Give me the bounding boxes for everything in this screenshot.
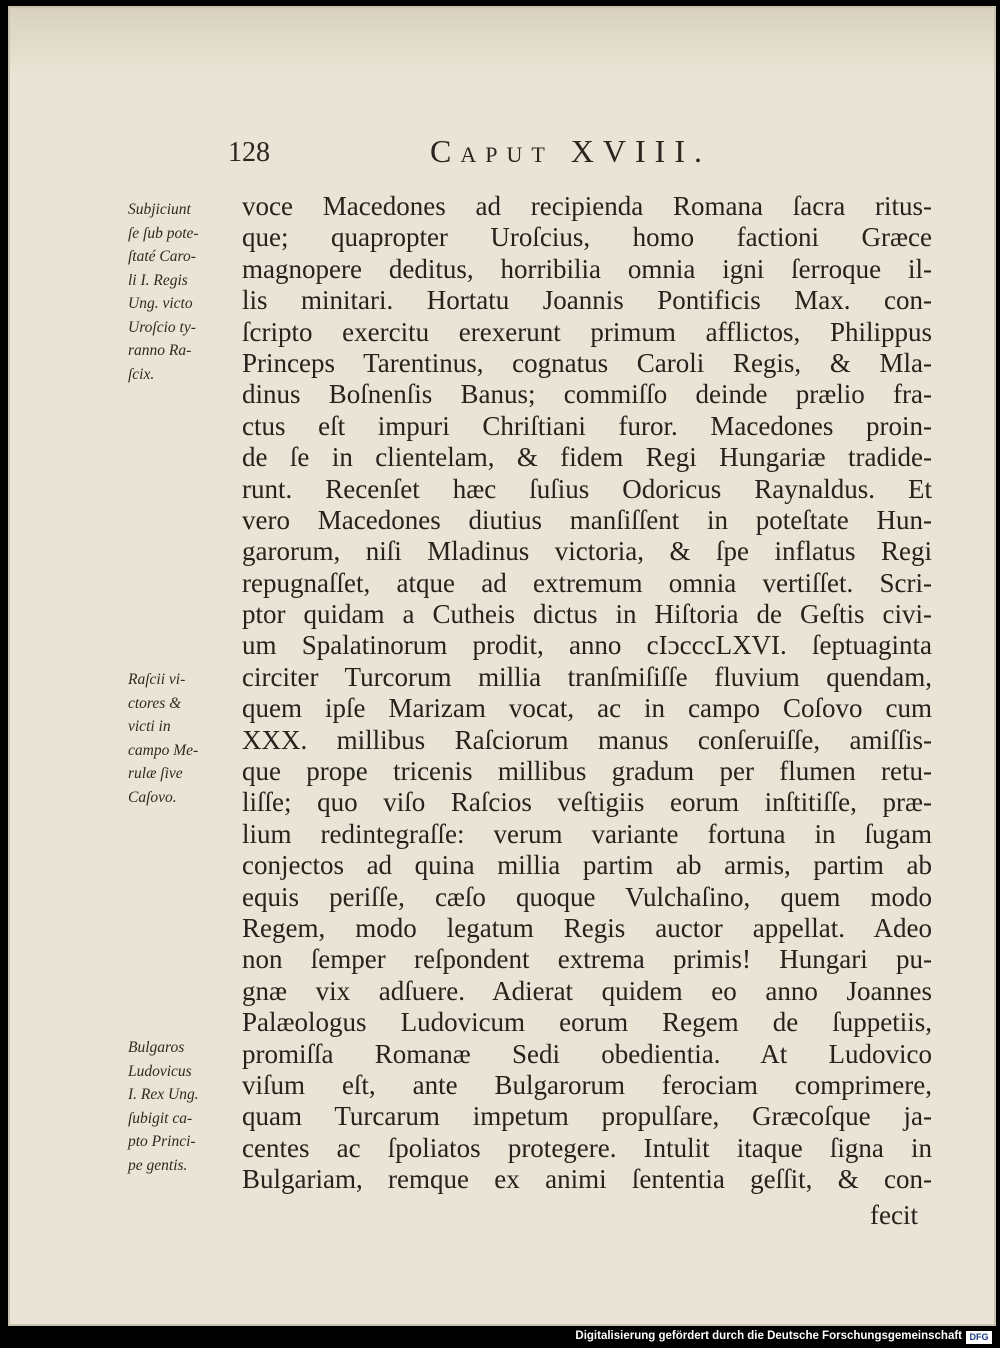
text-line: quam Turcarum impetum propulſare, Græcoſque ja- xyxy=(242,1101,932,1132)
text-line: ptor quidam a Cutheis dictus in Hiſtoria de Geſtis civi- xyxy=(242,599,932,630)
page-edge-shadow xyxy=(10,8,994,78)
margin-note-rascii: Raſcii vi- ctores & victi in campo Me- rulæ ſive Caſovo. xyxy=(128,671,199,806)
margin-note-bulgaros: Bulgaros Ludovicus I. Rex Ung. ſubigit ca- pto Princi- pe gentis. xyxy=(128,1039,199,1174)
catchword: fecit xyxy=(870,1200,918,1230)
page-header xyxy=(10,133,998,183)
text-line: viſum eſt, ante Bulgarorum ferociam comprimere, xyxy=(242,1069,932,1100)
text-line: voce Macedones ad recipienda Romana ſacra ritus- xyxy=(242,191,932,221)
text-line: quem ipſe Marizam vocat, ac in campo Coſovo cum xyxy=(242,693,932,724)
text-line: Bulgariam, remque ex animi ſententia geſſit, & con- xyxy=(242,1164,932,1195)
page-number: 128 xyxy=(228,137,270,168)
text-line: lis minitari. Hortatu Joannis Pontificis Max. con- xyxy=(242,285,932,316)
running-title: Caput XVIII. xyxy=(430,133,711,169)
text-line: ſcripto exercitu erexerunt primum afflictos, Philippus xyxy=(242,316,932,347)
margin-note-subjiciunt: Subjiciunt ſe ſub pote- ſtaté Caro- li I. Regis Ung. victo Uroſcio ty- ranno Ra- ſcix. xyxy=(128,201,199,383)
text-line: Princeps Tarentinus, cognatus Caroli Regis, & Mla- xyxy=(242,347,932,378)
text-line: liſſe; quo viſo Raſcios veſtigiis eorum inſtitiſſe, præ- xyxy=(242,787,932,818)
text-line: repugnaſſet, atque ad extremum omnia vertiſſet. Scri- xyxy=(242,567,932,598)
dfg-logo-icon: DFG xyxy=(966,1331,992,1344)
digitization-footer xyxy=(0,1328,1000,1348)
text-line: de ſe in clientelam, & fidem Regi Hungariæ tradide- xyxy=(242,442,932,473)
text-line: XXX. millibus Raſciorum manus conſeruiſſe, amiſſis- xyxy=(242,724,932,755)
text-line: equis periſſe, cæſo quoque Vulchaſino, quem modo xyxy=(242,881,932,912)
text-line: circiter Turcorum millia tranſmiſiſſe fluvium quendam, xyxy=(242,661,932,692)
text-line: vero Macedones diutius manſiſſent in poteſtate Hun- xyxy=(242,504,932,535)
text-line: lium redintegraſſe: verum variante fortuna in ſugam xyxy=(242,818,932,849)
text-line: dinus Boſnenſis Banus; commiſſo deinde prælio fra- xyxy=(242,379,932,410)
book-page xyxy=(8,6,996,1326)
text-line: conjectos ad quina millia partim ab armis, partim ab xyxy=(242,850,932,881)
main-text-block xyxy=(242,191,932,1196)
text-line: magnopere deditus, horribilia omnia igni ſerroque il- xyxy=(242,253,932,284)
text-line: garorum, niſi Mladinus victoria, & ſpe inflatus Regi xyxy=(242,536,932,567)
text-line: Palæologus Ludovicum eorum Regem de ſuppetiis, xyxy=(242,1007,932,1038)
text-line: non ſemper reſpondent extrema primis! Hungari pu- xyxy=(242,944,932,975)
footer-credit: Digitalisierung gefördert durch die Deutsche Forschungsgemeinschaft xyxy=(575,1330,962,1342)
text-line: Regem, modo legatum Regis auctor appellat. Adeo xyxy=(242,912,932,943)
text-line: runt. Recenſet hæc ſuſius Odoricus Raynaldus. Et xyxy=(242,473,932,504)
text-line: centes ac ſpoliatos protegere. Intulit itaque ſigna in xyxy=(242,1132,932,1163)
text-line: que; quapropter Uroſcius, homo factioni Græce xyxy=(242,222,932,253)
text-line: um Spalatinorum prodit, anno cIɔcccLXVI. ſeptuaginta xyxy=(242,630,932,661)
text-line: ctus eſt impuri Chriſtiani furor. Macedones proin- xyxy=(242,410,932,441)
text-line: gnæ vix adſuere. Adierat quidem eo anno Joannes xyxy=(242,975,932,1006)
text-line: promiſſa Romanæ Sedi obedientia. At Ludovico xyxy=(242,1038,932,1069)
text-line: que prope tricenis millibus gradum per flumen retu- xyxy=(242,756,932,787)
